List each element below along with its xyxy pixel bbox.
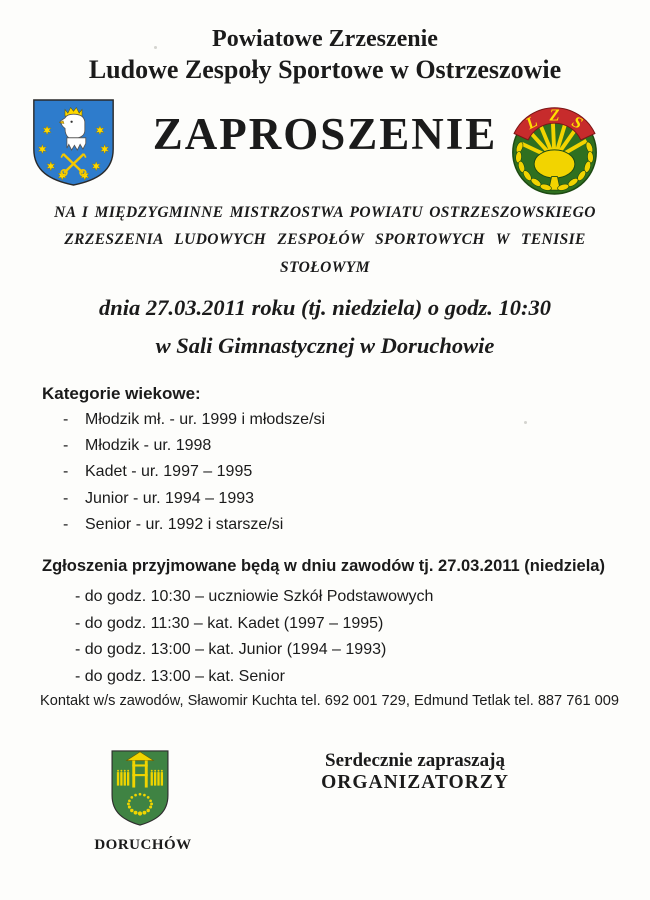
- list-dash: -: [63, 463, 69, 481]
- lzs-emblem-icon: [506, 97, 603, 196]
- list-dash: -: [63, 437, 69, 455]
- event-venue-line: w Sali Gimnastycznej w Doruchowie: [155, 333, 495, 358]
- registration-item: - do godz. 13:00 – kat. Junior (1994 – 1993): [75, 641, 387, 659]
- sun-ball: [534, 150, 575, 178]
- category-item: [63, 512, 325, 538]
- org-name-line2: Ludowe Zespoły Sportowe w Ostrzeszowie: [88, 55, 562, 84]
- category-item-label: Senior - ur. 1992 i starsze/si: [85, 515, 284, 533]
- closing-line2: ORGANIZATORZY: [321, 772, 509, 793]
- registration-heading: Zgłoszenia przyjmowane będą w dniu zawodów tj. 27.03.2011 (niedziela): [42, 557, 605, 575]
- svg-text:S: S: [568, 111, 586, 133]
- org-name-line1: Powiatowe Zrzeszenie: [212, 26, 438, 52]
- scan-speck: [154, 46, 157, 49]
- svg-text:L: L: [522, 111, 541, 133]
- closing-block: [295, 750, 535, 794]
- category-item-label: Kadet - ur. 1997 – 1995: [85, 463, 253, 481]
- event-subtitle-line3: STOŁOWYM: [280, 259, 370, 276]
- registration-list: [75, 584, 433, 690]
- doruchow-shield-graphic: [110, 749, 170, 828]
- doruchow-coat-of-arms-icon: [110, 749, 170, 828]
- event-subtitle-line1: NA I MIĘDZYGMINNE MISTRZOSTWA POWIATU OSTRZESZOWSKIEGO: [54, 204, 596, 221]
- registration-item: - do godz. 13:00 – kat. Senior: [75, 667, 285, 685]
- registration-item: - do godz. 10:30 – uczniowie Szkół Podstawowych: [75, 588, 434, 605]
- closing-line1: Serdecznie zapraszają: [325, 750, 505, 771]
- category-item: [63, 407, 325, 433]
- category-item-label: Młodzik - ur. 1998: [85, 437, 212, 455]
- lzs-emblem-graphic: [506, 97, 603, 196]
- contact-line: Kontakt w/s zawodów, Sławomir Kuchta tel. 692 001 729, Edmund Tetlak tel. 887 761 009: [40, 693, 619, 709]
- list-dash: -: [63, 515, 69, 533]
- category-item: [63, 433, 325, 459]
- category-item-label: Junior - ur. 1994 – 1993: [85, 489, 255, 507]
- category-item: [63, 459, 325, 485]
- doruchow-town-label: DORUCHÓW: [94, 837, 192, 853]
- scan-speck: [524, 421, 527, 424]
- category-item: [63, 486, 325, 512]
- list-dash: -: [63, 489, 69, 507]
- invitation-title: ZAPROSZENIE: [152, 109, 498, 159]
- list-dash: -: [63, 411, 69, 428]
- categories-heading: Kategorie wiekowe:: [42, 384, 201, 403]
- event-subtitle-line2: ZRZESZENIA LUDOWYCH ZESPOŁÓW SPORTOWYCH W TENISIE: [64, 231, 586, 248]
- event-date-line: dnia 27.03.2011 roku (tj. niedziela) o godz. 10:30: [99, 295, 551, 320]
- category-item-label: Młodzik mł. - ur. 1999 i młodsze/si: [85, 411, 326, 428]
- registration-item: - do godz. 11:30 – kat. Kadet (1997 – 1995): [75, 614, 384, 632]
- categories-list: [63, 407, 325, 538]
- svg-text:Z: Z: [549, 105, 560, 125]
